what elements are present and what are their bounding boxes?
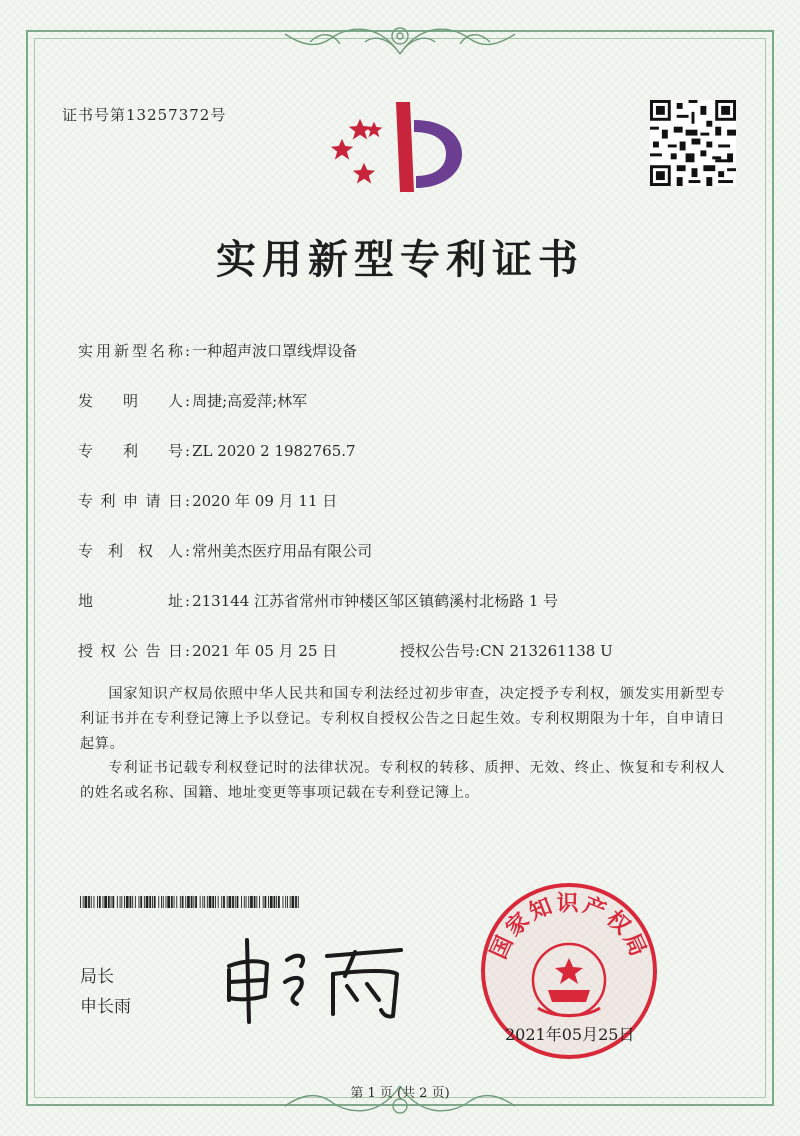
field-label: 发明人 [78,392,183,410]
qr-code[interactable] [650,100,736,186]
director-title: 局长 [80,967,114,987]
paragraph-grant-statement: 国家知识产权局依照中华人民共和国专利法经过初步审查，决定授予专利权，颁发实用新型专利证书并在专利登记簿上予以登记。专利权自授权公告之日起生效。专利权期限为十年，自申请日起算。 [80,686,725,752]
field-label: 专利号 [78,442,183,460]
field-value: 一种超声波口罩线焊设备 [192,342,358,360]
seal-text: 国家知识产权局 [486,891,652,963]
field-label: 专利权人 [78,542,183,560]
field-grant-date: 授权公告日 : 2021 年 05 月 25 日 [78,642,338,660]
field-address: 地址 : 213144 江苏省常州市钟楼区邹区镇鹤溪村北杨路 1 号 [78,592,559,610]
paragraph-legal-status: 专利证书记载专利权登记时的法律状况。专利权的转移、质押、无效、终止、恢复和专利权人的姓名或名称、国籍、地址变更等事项记载在专利登记簿上。 [80,760,725,801]
page-indicator: 第 1 页 (共 2 页) [350,1086,450,1101]
field-value: 2021 年 05 月 25 日 [192,642,338,660]
field-value: ZL 2020 2 1982765.7 [192,442,356,460]
field-label: 专利申请日 [78,492,183,510]
top-ornament [270,14,530,64]
barcode [80,896,300,908]
seal-date: 2021年05月25日 [505,1025,635,1044]
field-value: 2020 年 09 月 11 日 [192,492,338,510]
field-grant-number: 授权公告号:CN 213261138 U [400,642,613,660]
field-value: 213144 江苏省常州市钟楼区邹区镇鹤溪村北杨路 1 号 [192,592,559,610]
director-signature [215,930,415,1025]
field-label: 实用新型名称 [78,342,183,360]
director-name: 申长雨 [80,997,131,1017]
field-utility-name: 实用新型名称 : 一种超声波口罩线焊设备 [78,342,358,360]
cnipa-logo [330,96,470,200]
field-patent-number: 专利号 : ZL 2020 2 1982765.7 [78,442,356,460]
field-label: 授权公告日 [78,642,183,660]
field-patentee: 专利权人 : 常州美杰医疗用品有限公司 [78,542,373,560]
field-inventor: 发明人 : 周捷;高爱萍;林军 [78,392,308,410]
field-value: 周捷;高爱萍;林军 [192,392,308,410]
document-title: 实用新型专利证书 [216,237,584,283]
field-label: 授权公告号 [400,642,476,660]
certificate-number: 证书号第13257372号 [62,106,227,124]
field-value: 常州美杰医疗用品有限公司 [192,542,373,560]
field-label: 地址 [78,592,183,610]
field-filing-date: 专利申请日 : 2020 年 09 月 11 日 [78,492,338,510]
field-value: CN 213261138 U [480,642,613,660]
